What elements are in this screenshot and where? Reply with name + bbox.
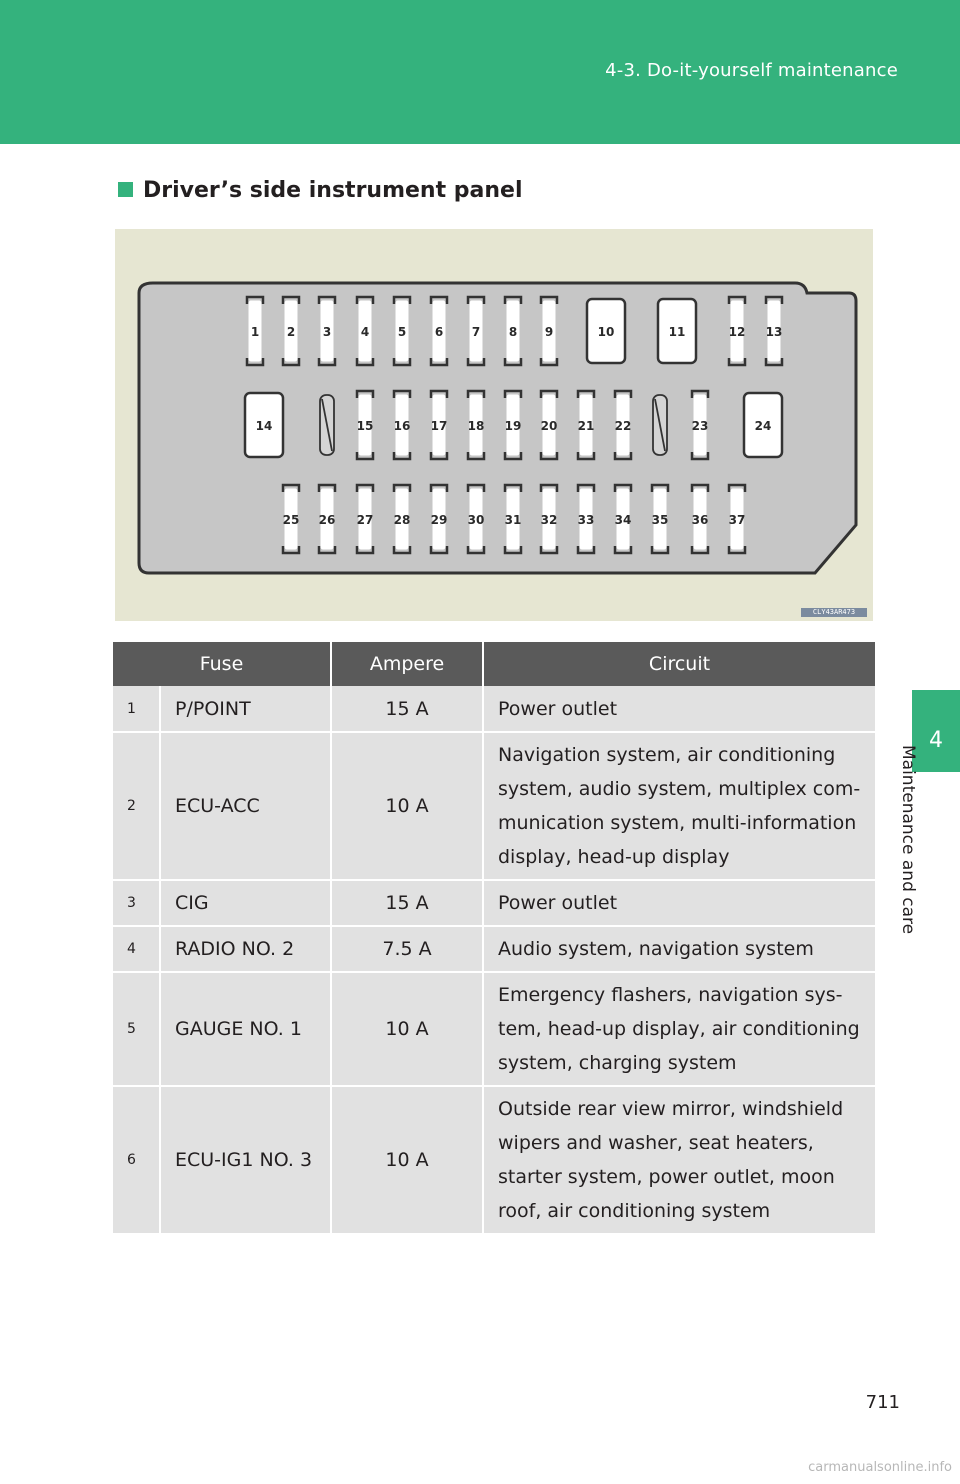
col-header-circuit: Circuit xyxy=(483,642,875,686)
fuse-circuit: Audio system, navigation system xyxy=(483,926,875,972)
fuse-name: P/POINT xyxy=(160,686,331,732)
fuse-ampere: 15 A xyxy=(331,880,483,926)
fuse-label-13: 13 xyxy=(765,325,783,339)
fuse-label-11: 11 xyxy=(668,325,686,339)
table-row xyxy=(113,732,875,880)
page-number: 711 xyxy=(865,1392,900,1413)
fuse-box-diagram xyxy=(115,229,873,621)
fuse-label-22: 22 xyxy=(614,419,632,433)
fuse-label-21: 21 xyxy=(577,419,595,433)
fuse-label-36: 36 xyxy=(691,513,709,527)
fuse-name: CIG xyxy=(160,880,331,926)
fuse-number: 6 xyxy=(113,1086,160,1234)
table-row xyxy=(113,1086,875,1234)
header-title: 4-3. Do-it-yourself maintenance xyxy=(605,60,898,81)
fuse-circuit: Power outlet xyxy=(483,880,875,926)
table-header-row xyxy=(113,642,875,686)
fuse-label-30: 30 xyxy=(467,513,485,527)
fuse-number: 4 xyxy=(113,926,160,972)
fuse-label-17: 17 xyxy=(430,419,448,433)
fuse-label-10: 10 xyxy=(597,325,615,339)
chapter-tab[interactable]: 4 xyxy=(912,690,960,772)
fuse-label-20: 20 xyxy=(540,419,558,433)
fuse-name: ECU-ACC xyxy=(160,732,331,880)
fuse-label-31: 31 xyxy=(504,513,522,527)
fuse-label-24: 24 xyxy=(754,419,772,433)
fuse-label-28: 28 xyxy=(393,513,411,527)
fuse-table xyxy=(113,642,875,1235)
fuse-circuit: Outside rear view mirror, windshield wipers and washer, seat heaters, starter system, power outlet, moon roof, air conditioning system xyxy=(483,1086,875,1234)
fuse-label-16: 16 xyxy=(393,419,411,433)
fuse-number: 3 xyxy=(113,880,160,926)
table-row xyxy=(113,686,875,732)
fuse-label-12: 12 xyxy=(728,325,746,339)
fuse-ampere: 7.5 A xyxy=(331,926,483,972)
fuse-number: 5 xyxy=(113,972,160,1086)
section-title-text: Driver’s side instrument panel xyxy=(143,178,523,203)
fuse-box-svg xyxy=(115,229,873,621)
col-header-fuse: Fuse xyxy=(113,642,331,686)
fuse-label-9: 9 xyxy=(544,325,554,339)
fuse-label-15: 15 xyxy=(356,419,374,433)
fuse-label-35: 35 xyxy=(651,513,669,527)
fuse-label-3: 3 xyxy=(322,325,332,339)
fuse-circuit: Emergency flashers, navigation sys-tem, head-up display, air conditioning system, charging system xyxy=(483,972,875,1086)
fuse-ampere: 10 A xyxy=(331,1086,483,1234)
table-row xyxy=(113,880,875,926)
fuse-name: ECU-IG1 NO. 3 xyxy=(160,1086,331,1234)
page-header xyxy=(0,0,960,144)
fuse-label-33: 33 xyxy=(577,513,595,527)
fuse-label-5: 5 xyxy=(397,325,407,339)
fuse-label-18: 18 xyxy=(467,419,485,433)
table-row xyxy=(113,972,875,1086)
section-title xyxy=(118,178,523,203)
fuse-label-19: 19 xyxy=(504,419,522,433)
table-row xyxy=(113,926,875,972)
fuse-label-26: 26 xyxy=(318,513,336,527)
fuse-circuit: Power outlet xyxy=(483,686,875,732)
fuse-label-1: 1 xyxy=(250,325,260,339)
fuse-label-14: 14 xyxy=(255,419,273,433)
fuse-ampere: 10 A xyxy=(331,972,483,1086)
fuse-number: 2 xyxy=(113,732,160,880)
fuse-label-7: 7 xyxy=(471,325,481,339)
fuse-ampere: 10 A xyxy=(331,732,483,880)
fuse-label-6: 6 xyxy=(434,325,444,339)
fuse-label-37: 37 xyxy=(728,513,746,527)
fuse-name: RADIO NO. 2 xyxy=(160,926,331,972)
fuse-label-2: 2 xyxy=(286,325,296,339)
fuse-label-34: 34 xyxy=(614,513,632,527)
fuse-label-29: 29 xyxy=(430,513,448,527)
fuse-label-32: 32 xyxy=(540,513,558,527)
fuse-label-8: 8 xyxy=(508,325,518,339)
fuse-circuit: Navigation system, air conditioning system, audio system, multiplex com-munication system, multi-information display, head-up display xyxy=(483,732,875,880)
fuse-ampere: 15 A xyxy=(331,686,483,732)
fuse-name: GAUGE NO. 1 xyxy=(160,972,331,1086)
diagram-code: CLY43AR473 xyxy=(801,608,867,617)
fuse-label-4: 4 xyxy=(360,325,370,339)
col-header-ampere: Ampere xyxy=(331,642,483,686)
chapter-label: Maintenance and care xyxy=(898,745,918,935)
watermark: carmanualsonline.info xyxy=(808,1460,952,1475)
section-marker-icon xyxy=(118,182,133,197)
fuse-label-23: 23 xyxy=(691,419,709,433)
fuse-label-27: 27 xyxy=(356,513,374,527)
fuse-number: 1 xyxy=(113,686,160,732)
fuse-label-25: 25 xyxy=(282,513,300,527)
